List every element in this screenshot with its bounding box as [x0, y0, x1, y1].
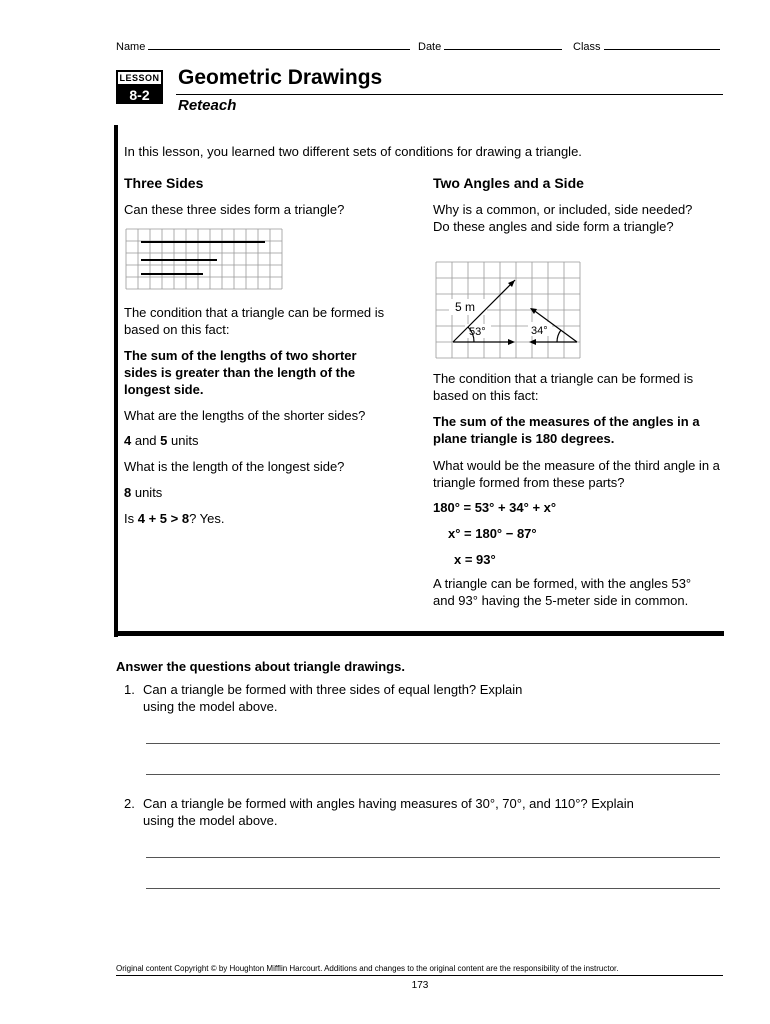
- angles-side-figure: [435, 261, 581, 359]
- question-1-text: Can a triangle be formed with three sides of equal length? Explain: [143, 682, 523, 697]
- date-field[interactable]: [418, 39, 562, 53]
- question-2-number: 2.: [124, 796, 135, 811]
- equation-line-1: 180° = 53° + 34° + x°: [433, 500, 557, 515]
- and-word: and: [131, 433, 161, 448]
- questions-instruction: Answer the questions about triangle drawings.: [116, 659, 405, 674]
- class-field[interactable]: [573, 39, 720, 53]
- third-angle-question: What would be the measure of the third angle in a triangle formed from these parts?: [433, 458, 720, 490]
- three-sides-question: Can these three sides form a triangle?: [124, 202, 345, 217]
- is-word: Is: [124, 511, 138, 526]
- page-number: 173: [411, 980, 429, 991]
- name-field[interactable]: [116, 39, 410, 53]
- inequality-expression: 4 + 5 > 8: [137, 511, 190, 526]
- arrowhead-left: [529, 339, 536, 345]
- two-angles-fact: The sum of the measures of the angles in a plane triangle is 180 degrees.: [433, 414, 700, 446]
- name-label: Name: [116, 41, 146, 53]
- box-left-border: [114, 125, 118, 637]
- shorter-sides-question: What are the lengths of the shorter sides?: [124, 408, 366, 423]
- three-sides-heading: Three Sides: [124, 175, 204, 191]
- shorter-side-1: 4: [124, 433, 132, 448]
- inequality-check: [124, 510, 225, 527]
- name-blank[interactable]: [148, 39, 410, 50]
- class-label: Class: [573, 41, 601, 53]
- page-title: Geometric Drawings: [178, 66, 383, 89]
- question-1-answer-line-1[interactable]: [146, 743, 720, 744]
- question-2-text: Can a triangle be formed with angles having measures of 30°, 70°, and 110°? Explain: [143, 796, 634, 811]
- arrowhead-upleft: [530, 308, 537, 314]
- longest-side-answer: [124, 484, 162, 501]
- date-blank[interactable]: [444, 39, 562, 50]
- two-angles-conclusion: A triangle can be formed, with the angles 53° and 93° having the 5-meter side in common.: [433, 576, 692, 608]
- class-blank[interactable]: [604, 39, 720, 50]
- date-label: Date: [418, 41, 442, 53]
- lesson-badge-label: LESSON: [116, 70, 163, 86]
- three-sides-grid-figure: [124, 227, 284, 291]
- figure-angle-53: 53°: [469, 326, 486, 338]
- figure-angle-34: 34°: [531, 325, 548, 337]
- two-angles-condition: The condition that a triangle can be formed is based on this fact:: [433, 371, 694, 403]
- footer-divider: [116, 975, 723, 976]
- question-1-text-cont: using the model above.: [143, 699, 278, 714]
- figure-side-label: 5 m: [455, 300, 476, 314]
- three-sides-fact: The sum of the lengths of two shorter sides is greater than the length of the longest side.: [124, 348, 357, 397]
- question-2-answer-line-1[interactable]: [146, 857, 720, 858]
- question-2-text-cont: using the model above.: [143, 813, 278, 828]
- lesson-number: 8-2: [129, 87, 150, 103]
- box-bottom-border: [114, 631, 724, 636]
- equation-line-3: x = 93°: [454, 552, 496, 567]
- question-2-answer-line-2[interactable]: [146, 888, 720, 889]
- intro-text: In this lesson, you learned two different sets of conditions for drawing a triangle.: [124, 144, 582, 159]
- three-sides-condition: The condition that a triangle can be formed is based on this fact:: [124, 305, 385, 337]
- longest-units-word: units: [131, 485, 163, 500]
- units-word: units: [167, 433, 199, 448]
- longest-side-value: 8: [124, 485, 132, 500]
- shorter-sides-answer: [124, 432, 198, 449]
- two-angles-heading: Two Angles and a Side: [433, 175, 584, 191]
- question-1-number: 1.: [124, 682, 135, 697]
- shorter-side-2: 5: [160, 433, 168, 448]
- inequality-answer: ? Yes.: [189, 511, 225, 526]
- page-subtitle: Reteach: [178, 97, 237, 114]
- equation-line-2: x° = 180° − 87°: [448, 526, 537, 541]
- angle-34-arc: [557, 330, 561, 342]
- copyright-text: Original content Copyright © by Houghton Mifflin Harcourt. Additions and changes to the original content are the responsibility of the instructor.: [116, 964, 619, 973]
- arrowhead-right: [508, 339, 515, 345]
- lesson-badge: [116, 70, 163, 104]
- question-1-answer-line-2[interactable]: [146, 774, 720, 775]
- two-angles-question: Why is a common, or included, side needed? Do these angles and side form a triangle?: [433, 202, 693, 234]
- title-divider: [176, 94, 723, 95]
- longest-side-question: What is the length of the longest side?: [124, 459, 345, 474]
